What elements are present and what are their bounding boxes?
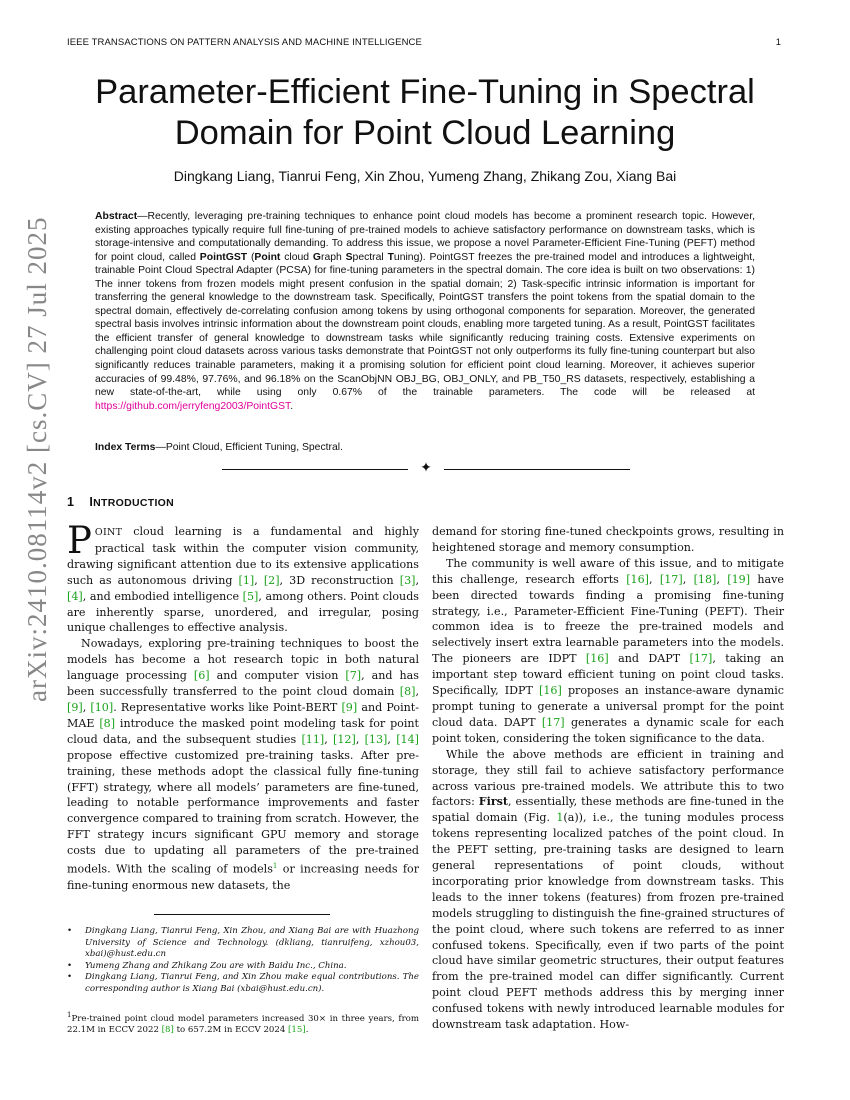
abstract-text: —Recently, leveraging pre-training techniques to enhance point cloud models has become a prominent research topic. However, existing approaches typically require full fine-tuning of pre-trained models to achieve satisfactory performance on downstream tasks, which is storage-intensive and computationally demanding. To address this issue, we propose a novel Parameter-Efficient Fine-Tuning (PEFT) method for point cloud, called <box>95 211 755 263</box>
text: cloud learning is a fundamental and highly practical task within the computer vision community, drawing significant attention due to its extensive applications such as autonomous driving <box>67 525 419 587</box>
abstract-text: uning). PointGST freezes the pre-trained model and introduces a lightweight, trainable Point Cloud Spectral Adapter (PCSA) for fine-tuning parameters in the spectral domain. The core idea is built on two observations: 1) The inner tokens from frozen models might present confusion in the spatial domain; 2) Task-specific intrinsic information is important for transferring the general knowledge to the downstream task. Specifically, PointGST transfers the point tokens from the spatial domain to the spectral domain, effectively de-correlating confusion among tokens by using orthogonal components for separation. Moreover, the generated spectral basis involves intrinsic information about the downstream point clouds, enabling more targeted tuning. As a result, PointGST facilitates the efficient transfer of general knowledge to downstream tasks while significantly reducing training costs. Extensive experiments on challenging point cloud datasets across various tasks demonstrate that PointGST not only outperforms its fully fine-tuning counterpart but also significantly reduces trainable parameters, making it a promising solution for efficient point cloud learning. Moreover, it achieves superior accuracies of 99.48%, 97.76%, and 96.18% on the ScanObjNN OBJ_BG, OBJ_ONLY, and PB_T50_RS datasets, respectively, establishing a new state-of-the-art, while using only 0.67% of the trainable parameters. The code will be released at <box>95 251 755 399</box>
bold-word: First <box>478 795 509 809</box>
footnote-mark[interactable]: 1 <box>272 862 278 871</box>
text: and Point-MAE <box>67 700 419 730</box>
abstract <box>95 210 755 413</box>
text: propose effective customized pre-training tasks. After pre-training, these methods adopt the classical fully fine-tuning (FFT) strategy, where all models’ parameters are fine-tuned, leading to notable performance improvements and faster convergence compared to training from scratch. However, the FFT strategy incurs significant GPU memory and storage costs due to updating all parameters of the pre-trained models. With the scaling of models <box>67 748 419 876</box>
divider-star-icon: ✦ <box>420 461 432 476</box>
small-caps-word: OINT <box>94 527 123 538</box>
title-line-1: Parameter-Efficient Fine-Tuning in Spectral <box>95 73 755 111</box>
citation-link[interactable]: [17] <box>541 715 565 729</box>
text: and computer vision <box>209 669 346 683</box>
citation-link[interactable]: [10] <box>90 700 114 714</box>
citation-link[interactable]: [11] <box>301 732 325 746</box>
method-name: PointGST <box>199 251 248 263</box>
citation-link[interactable]: [17] <box>659 572 683 586</box>
index-terms-text: —Point Cloud, Efficient Tuning, Spectral. <box>155 442 343 453</box>
footnote-rule <box>154 914 330 915</box>
code-link[interactable]: https://github.com/jerryfeng2003/PointGST <box>95 400 291 412</box>
text: Nowadays, exploring pre-training techniques to boost the models has become a hot research topic in both natural language processing <box>67 637 419 683</box>
text: proposes an instance-aware dynamic prompt tuning to generate a universal prompt for the point cloud data. DAPT <box>432 684 784 729</box>
citation-link[interactable]: [18] <box>693 572 717 586</box>
text: or increasing needs for fine-tuning enormous new datasets, the <box>67 862 420 892</box>
acronym-letter: G <box>312 251 321 263</box>
citation-link[interactable]: [1] <box>238 573 255 587</box>
index-terms-label: Index Terms <box>95 442 156 453</box>
text: and DAPT <box>608 652 690 666</box>
citation-link[interactable]: [15] <box>288 1025 306 1036</box>
section-title-initial: I <box>89 495 94 509</box>
section-number: 1 <box>67 495 75 509</box>
citation-link[interactable]: [5] <box>242 589 259 603</box>
abstract-text: . <box>290 400 294 412</box>
acronym-letter: Point <box>254 251 281 263</box>
running-head: IEEE TRANSACTIONS ON PATTERN ANALYSIS AND MACHINE INTELLIGENCE <box>67 37 422 48</box>
paragraph <box>432 747 784 1033</box>
citation-link[interactable]: [12] <box>333 732 356 746</box>
text: , and has been successfully transferred to the point cloud domain <box>67 669 419 699</box>
index-terms <box>95 442 755 453</box>
paragraph: demand for storing fine-tuned checkpoints grows, resulting in heightened storage and memory consumption. <box>432 525 784 554</box>
acronym-letter: S <box>345 251 353 263</box>
text: to 657.2M in ECCV 2024 <box>173 1025 289 1036</box>
text: While the above methods are efficient in training and storage, they still fail to achieve satisfactory performance across various pre-trained models. We attribute this to two factors: <box>432 747 784 809</box>
text: (a)), i.e., the tuning modules process tokens representing localized patches of the point cloud. In the PEFT setting, pre-training tasks are designed to learn general representations of point clouds, without incorporating prior knowledge from downstream tasks. This leads to the inner tokens (features) from frozen pre-trained models struggling to distinguish the fine-grained structures of the point cloud, where such tokens are referred to as inner confused tokens. Specifically, even if two parts of the point cloud have similar geometric structures, their output features from the pre-trained model can differ significantly. Current point cloud PEFT methods address this by merging inner confused tokens with newly introduced learnable modules for downstream task adaptation. How- <box>432 811 784 1032</box>
citation-link[interactable]: [17] <box>689 652 713 666</box>
paragraph: The community is well aware of this issue, and to mitigate this challenge, research efforts [16], [17], [18], [19] have been directed towards finding a promising fine-tuning strategy, i.e., Parameter-Efficient Fine-Tuning (PEFT). Their common idea is to freeze the pre-trained models and selectively insert extra learnable parameters into the models. The pioneers are IDPT [16] and DAPT [17], taking an important step toward efficient tuning on point cloud tasks. Specifically, IDPT [16] proposes an instance-aware dynamic prompt tuning to generate a universal prompt for the point cloud data. DAPT [17] generates a dynamic scale for each point token, considering the token significance to the data. <box>432 556 784 745</box>
affiliation-item: • Dingkang Liang, Tianrui Feng, and Xin Zhou make equal contributions. The corresponding author is Xiang Bai (xbai@hust.edu.cn). <box>67 972 419 995</box>
footnote <box>67 1010 419 1037</box>
divider-line-right <box>444 469 630 470</box>
affiliation-notes <box>67 926 419 995</box>
abstract-text: cloud <box>280 251 313 263</box>
text: . Representative works like Point-BERT <box>113 700 342 714</box>
abstract-text: ( <box>247 251 255 263</box>
citation-link[interactable]: [16] <box>539 684 562 698</box>
text: , and embodied intelligence <box>82 589 243 603</box>
section-title-rest: NTRODUCTION <box>93 497 175 509</box>
acronym-letter: T <box>387 251 394 263</box>
abstract-text: pectral <box>352 251 388 263</box>
text: . <box>305 1025 309 1036</box>
author-list: Dingkang Liang, Tianrui Feng, Xin Zhou, Yumeng Zhang, Zhikang Zou, Xiang Bai <box>173 168 677 184</box>
citation-link[interactable]: [8] <box>399 685 416 699</box>
citation-link[interactable]: [9] <box>341 700 358 714</box>
text: , among others. Point clouds are inherently sparse, unordered, and irregular, posing unique challenges to effective analysis. <box>67 589 419 635</box>
arxiv-watermark: arXiv:2410.08114v2 [cs.CV] 27 Jul 2025 <box>22 216 52 702</box>
citation-link[interactable]: [16] <box>626 572 650 586</box>
right-column <box>432 524 784 1033</box>
paragraph: Nowadays, exploring pre-training techniques to boost the models has become a hot research topic in both natural language processing [6] and computer vision [7], and has been successfully transferred to the point cloud domain [8], [9], [10]. Representative works like Point-BERT [9] and Point-MAE [8] introduce the masked point modeling task for point cloud data, and the subsequent studies [11], [12], [13], [14] propose effective customized pre-training tasks. After pre-training, these methods adopt the classical fully fine-tuning (FFT) strategy, where all models’ parameters are fine-tuned, leading to notable performance improvements and faster convergence compared to training from scratch. However, the FFT strategy incurs significant GPU memory and storage costs due to updating all parameters of the pre-trained models. With the scaling of models$^1$ or increasing needs for fine-tuning enormous new datasets, the <box>67 637 420 892</box>
paper-title <box>0 72 850 154</box>
affiliation-item: • Dingkang Liang, Tianrui Feng, Xin Zhou, and Xiang Bai are with Huazhong University of Science and Technology. (dkliang, tianruifeng, xzhou03, xbai)@hust.edu.cn <box>67 926 419 961</box>
citation-link[interactable]: [6] <box>193 669 210 683</box>
citation-link[interactable]: [2] <box>263 573 280 587</box>
title-line-2: Domain for Point Cloud Learning <box>174 114 676 152</box>
figure-link[interactable]: 1 <box>556 811 564 825</box>
citation-link[interactable]: [14] <box>396 732 419 746</box>
affiliation-item: • Yumeng Zhang and Zhikang Zou are with Baidu Inc., China. <box>67 961 419 973</box>
citation-link[interactable]: [3] <box>399 573 416 587</box>
paragraph: POINT cloud learning is a fundamental and highly practical task within the computer vision community, drawing significant attention due to its extensive applications such as autonomous driving [1], [2], 3D reconstruction [3], [4], and embodied intelligence [5], among others. Point clouds are inherently sparse, unordered, and irregular, posing unique challenges to effective analysis. <box>67 519 419 635</box>
citation-link[interactable]: [16] <box>585 652 609 666</box>
text: Pre-trained point cloud model parameters increased 30× in three years, from 22.1M in ECCV 2022 <box>67 1013 419 1036</box>
text: The community is well aware of this issue, and to mitigate this challenge, research efforts <box>432 556 784 586</box>
citation-link[interactable]: [9] <box>67 700 83 714</box>
abstract-label: Abstract <box>95 211 138 222</box>
section-divider <box>222 462 630 476</box>
left-column <box>67 519 420 894</box>
text: , 3D reconstruction <box>279 573 400 587</box>
section-heading <box>67 495 174 509</box>
page-number: 1 <box>775 37 781 48</box>
citation-link[interactable]: [4] <box>67 589 83 603</box>
citation-link[interactable]: [7] <box>345 669 362 683</box>
drop-cap: P <box>67 519 92 562</box>
citation-link[interactable]: [13] <box>364 732 388 746</box>
text: , taking an important step toward efficient tuning on point cloud tasks. Specifically, IDPT <box>432 652 784 698</box>
citation-link[interactable]: [8] <box>161 1025 174 1036</box>
text: , essentially, these methods are fine-tuned in the spatial domain (Fig. <box>432 795 784 825</box>
text: generates a dynamic scale for each point token, considering the token significance to the data. <box>432 715 784 745</box>
text: have been directed towards finding a promising fine-tuning strategy, i.e., Parameter-Efficient Fine-Tuning (PEFT). Their common idea is to freeze the pre-trained models and selectively insert extra learnable parameters into the models. The pioneers are IDPT <box>432 572 784 666</box>
citation-link[interactable]: [8] <box>99 716 116 730</box>
text: introduce the masked point modeling task for point cloud data, and the subsequent studies <box>67 716 420 746</box>
footnote-number: 1 <box>67 1011 72 1019</box>
abstract-text: raph <box>320 251 346 263</box>
citation-link[interactable]: [19] <box>727 572 751 586</box>
